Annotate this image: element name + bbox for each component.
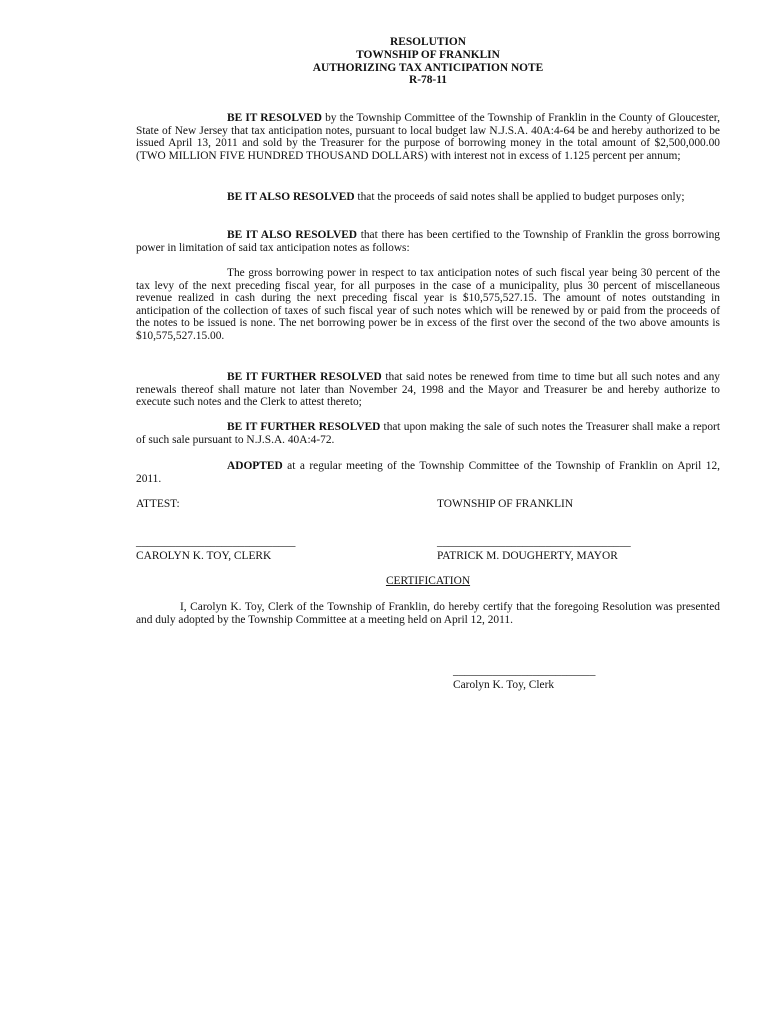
paragraph-lead: BE IT ALSO RESOLVED <box>227 191 355 203</box>
paragraph-further-resolved-1 <box>136 371 720 409</box>
paragraph-lead: BE IT FURTHER RESOLVED <box>227 371 382 383</box>
clerk-signature-line: ____________________________ <box>136 536 296 548</box>
resolution-header <box>136 36 720 87</box>
township-label: TOWNSHIP OF FRANKLIN <box>437 498 574 510</box>
clerk-name: CAROLYN K. TOY, CLERK <box>136 550 272 562</box>
paragraph-also-resolved-2 <box>136 229 720 254</box>
paragraph-lead: BE IT RESOLVED <box>227 112 322 124</box>
certification-title: CERTIFICATION <box>385 575 471 587</box>
header-line-township: TOWNSHIP OF FRANKLIN <box>356 48 500 61</box>
certification-signature-line: _________________________ <box>453 665 596 677</box>
paragraph-text: at a regular meeting of the Township Committee of the Township of Franklin on April 12, 2011. <box>136 460 720 485</box>
certification-text: I, Carolyn K. Toy, Clerk of the Township of Franklin, do hereby certify that the foregoing Resolution was presented and duly adopted by the Township Committee at a meeting held on April 12, 2011. <box>136 601 720 626</box>
certification-signer-name: Carolyn K. Toy, Clerk <box>453 679 555 691</box>
paragraph-resolved <box>136 112 720 162</box>
paragraph-text: that the proceeds of said notes shall be applied to budget purposes only; <box>354 191 685 203</box>
paragraph-text: by the Township Committee of the Township of Franklin in the County of Gloucester, State of New Jersey that tax anticipation notes, pursuant to local budget law N.J.S.A. 40A:4-64 be and hereby authorized to be issued April 13, 2011 and sold by the Treasurer for the purpose of borrowing money in the total amount of $2,500,000.00 (TWO MILLION FIVE HUNDRED THOUSAND DOLLARS) with interest not in excess of 1.125 percent per annum; <box>136 112 720 162</box>
paragraph-text: that there has been certified to the Township of Franklin the gross borrowing power in limitation of said tax anticipation notes as follows: <box>136 229 720 254</box>
mayor-signature-line: __________________________________ <box>437 536 631 548</box>
paragraph-text: that upon making the sale of such notes the Treasurer shall make a report of such sale pursuant to N.J.S.A. 40A:4-72. <box>136 421 720 446</box>
certification-paragraph <box>136 601 720 626</box>
mayor-name: PATRICK M. DOUGHERTY, MAYOR <box>437 550 618 562</box>
paragraph-adopted <box>136 460 720 485</box>
paragraph-also-resolved-1 <box>136 191 720 204</box>
paragraph-further-resolved-2 <box>136 421 720 446</box>
header-line-subject: AUTHORIZING TAX ANTICIPATION NOTE <box>312 61 544 74</box>
paragraph-borrowing-power <box>136 267 720 343</box>
paragraph-lead: ADOPTED <box>227 460 283 472</box>
attest-label: ATTEST: <box>136 498 180 510</box>
paragraph-lead: BE IT ALSO RESOLVED <box>227 229 358 241</box>
header-line-resolution: RESOLUTION <box>390 36 466 48</box>
header-line-number: R-78-11 <box>409 74 447 87</box>
paragraph-lead: BE IT FURTHER RESOLVED <box>227 421 381 433</box>
paragraph-text: The gross borrowing power in respect to tax anticipation notes of such fiscal year being 30 percent of the tax levy of the next preceding fiscal year, for all purposes in the case of a municipality, plus 30 percent of miscellaneous revenue realized in cash during the next preceding fiscal year is $10,575,527.15. The amount of notes outstanding in anticipation of the collection of taxes of such fiscal year of such notes which will be renewed by or paid from the proceeds of the notes to be issued is none. The net borrowing power be in excess of the first over the second of the two above amounts is $10,575,527.15.00. <box>136 267 720 342</box>
paragraph-text: that said notes be renewed from time to time but all such notes and any renewals thereof shall mature not later than November 24, 1998 and the Mayor and Treasurer be and hereby authorize to execute such notes and the Clerk to attest thereto; <box>136 371 720 409</box>
